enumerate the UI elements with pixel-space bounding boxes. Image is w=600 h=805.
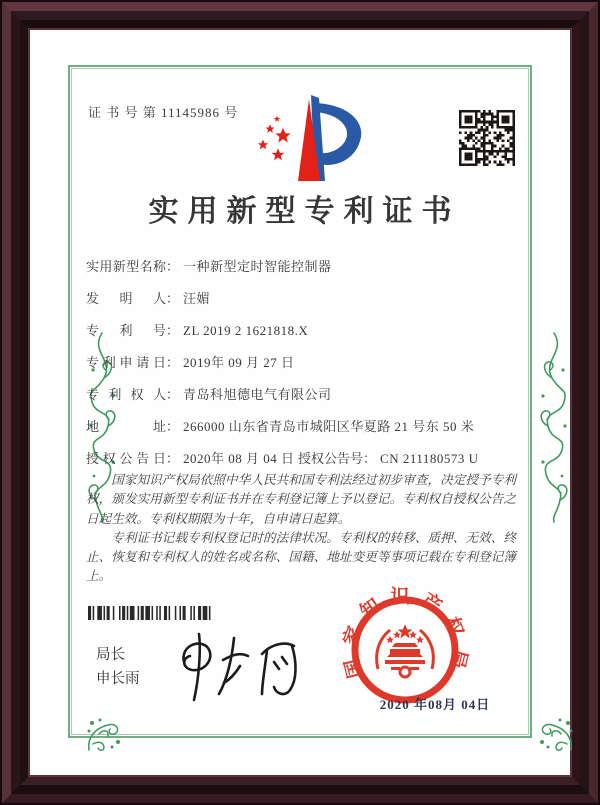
seal-date: 2020 年08月 04日	[379, 697, 491, 712]
barcode-icon	[88, 606, 240, 620]
officer-block	[96, 643, 140, 691]
field-colon: ：	[166, 355, 180, 370]
field-value: 青岛科旭德电气有限公司	[183, 387, 332, 402]
field-row-grant	[86, 448, 514, 467]
field-value: 一种新型定时智能控制器	[183, 259, 332, 274]
qr-code-icon	[458, 110, 516, 166]
field-row-patentee	[86, 384, 514, 403]
field-row-patent-no	[86, 320, 514, 339]
bottom-left-corner-ornament-icon	[85, 714, 125, 754]
wood-frame-lip	[28, 28, 572, 777]
cnipa-patent-logo-icon	[250, 93, 370, 185]
seal-text: 国家知识产权局	[339, 586, 471, 681]
certificate-title: 实用新型专利证书	[148, 195, 461, 228]
field-value: ZL 2019 2 1621818.X	[183, 323, 309, 338]
wood-frame-groove	[20, 20, 580, 785]
field-label: 实用新型名称	[86, 259, 166, 274]
legal-text	[86, 471, 516, 587]
certificate-paper	[30, 30, 570, 775]
field-label: 授权公告日	[86, 451, 166, 466]
legal-paragraph-2: 专利证书记载专利权登记时的法律状况。专利权的转移、质押、无效、终止、恢复和专利权人的姓名或名称、国籍、地址变更等事项记载在专利登记簿上。	[86, 530, 516, 584]
field-label: 专利号	[86, 323, 166, 338]
field-label: 专利申请日	[86, 355, 166, 370]
shen-changyu-signature-icon	[168, 626, 318, 706]
field-row-inventor	[86, 288, 514, 307]
wood-frame-bevel	[2, 2, 598, 803]
bottom-right-corner-ornament-icon	[535, 714, 575, 754]
legal-paragraph-1: 国家知识产权局依照中华人民共和国专利法经过初步审查，决定授予专利权，颁发实用新型专利证书并在专利登记簿上予以登记。专利权自授权公告之日起生效。专利权期限为十年，自申请日起算。	[86, 473, 516, 526]
field-value: 266000 山东省青岛市城阳区华夏路 21 号东 50 米	[183, 419, 475, 434]
field-colon: ：	[363, 451, 377, 466]
field-label: 地址	[86, 419, 166, 434]
field-row-name	[86, 256, 514, 275]
field-label: 发明人	[86, 291, 166, 306]
field-value: 2019年 09 月 27 日	[183, 355, 295, 370]
field-value: CN 211180573 U	[380, 451, 479, 466]
field-value: 汪媚	[183, 291, 211, 306]
field-colon: ：	[166, 259, 180, 274]
field-colon: ：	[166, 387, 180, 402]
field-colon: ：	[166, 419, 180, 434]
field-colon: ：	[166, 451, 180, 466]
officer-name: 申长雨	[96, 671, 140, 687]
field-colon: ：	[166, 291, 180, 306]
officer-role: 局长	[96, 647, 125, 663]
right-scroll-ornament-icon	[536, 330, 572, 525]
national-emblem-icon	[377, 624, 434, 677]
certificate-number: 证 书 号 第 11145986 号	[88, 105, 239, 120]
field-label: 专利权人	[86, 387, 166, 402]
field-colon: ：	[166, 323, 180, 338]
wood-frame-mid	[11, 11, 589, 794]
field-row-address	[86, 416, 514, 435]
field-value: 2020年 08 月 04 日	[183, 451, 295, 466]
field-row-filing-date	[86, 352, 514, 371]
field-label: 授权公告号	[298, 451, 364, 466]
grant-number-group	[298, 448, 479, 467]
